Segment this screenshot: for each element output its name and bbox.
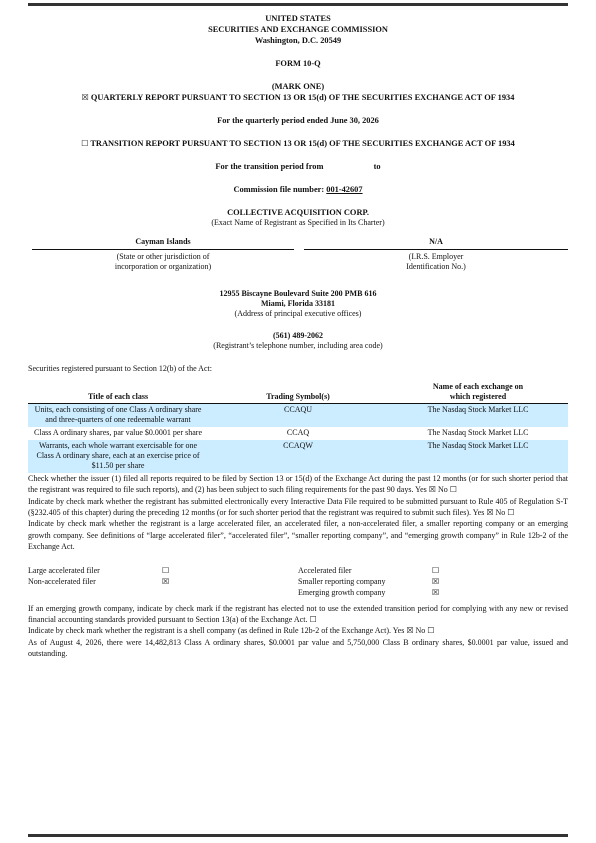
form-title: FORM 10-Q [275,59,321,69]
row-symbol: CCAQW [208,440,388,473]
non-accelerated-checkbox-icon[interactable]: ☒ [162,576,170,586]
header-country: UNITED STATES [265,14,331,23]
irs-employer-id: N/A [304,237,568,250]
header-trading-symbol: Trading Symbol(s) [208,382,388,404]
row-symbol: CCAQ [286,427,310,437]
irs-caption-line1: (I.R.S. Employer [408,251,464,261]
state-of-incorporation: Cayman Islands [32,237,294,250]
jurisdiction-block [28,237,568,281]
quarterly-report-line [28,92,568,103]
transition-report-line [28,138,568,149]
address-caption: (Address of principal executive offices) [234,309,362,318]
irs-column [304,237,568,273]
interactive-data-paragraph: Indicate by check mark whether the registrant has submitted electronically every Interactive Data File required to be submitted pursuant to Rule 405 of Regulation S-T (§232.405 of this chapter) during the preceding 12 months (or for such shorter period that the registrant was required to submit such files). Yes ☒ No ☐ [28,496,568,518]
table-row [28,403,568,427]
state-caption-line2: incorporation or organization) [114,262,212,271]
quarterly-report-text: QUARTERLY REPORT PURSUANT TO SECTION 13 OR 15(d) OF THE SECURITIES EXCHANGE ACT OF 1934 [90,93,515,103]
row-title: Warrants, each whole warrant exercisable for one Class A ordinary share, each at an exercise price of $11.50 per share [28,440,208,473]
registrant-name: COLLECTIVE ACQUISITION CORP. [227,208,369,218]
accelerated-label: Accelerated filer [298,565,352,575]
row-exchange: The Nasdaq Stock Market LLC [388,440,568,473]
row-exchange: The Nasdaq Stock Market LLC [427,427,529,437]
phone-number: (561) 489-2062 [273,331,323,341]
form-cover-page [28,14,568,660]
header-exchange-line1: Name of each exchange on [432,381,524,391]
irs-caption-line2: Identification No.) [406,262,466,271]
phone-caption: (Registrant’s telephone number, including area code) [213,341,383,351]
smaller-reporting-label: Smaller reporting company [298,576,386,586]
non-accelerated-label: Non-accelerated filer [28,576,96,586]
address-line2: Miami, Florida 33181 [261,298,335,308]
emerging-growth-label: Emerging growth company [298,587,386,597]
transition-report-text: TRANSITION REPORT PURSUANT TO SECTION 13 OR 15(d) OF THE SECURITIES EXCHANGE ACT OF 1934 [90,139,515,149]
commission-file-label: Commission file number: [233,185,325,195]
state-column [32,237,294,273]
transition-to-label: to [373,162,381,172]
top-rule [28,3,568,6]
mark-one: (MARK ONE) [271,82,325,92]
filing-compliance-paragraph: Check whether the issuer (1) filed all reports required to be filed by Section 13 or 15(d) of the Exchange Act during the past 12 months (or for such shorter period that the registrant was required to file such reports), and (2) has been subject to such filing requirements for the past 90 days. Yes ☒ No ☐ [28,473,568,495]
large-accelerated-label: Large accelerated filer [28,565,100,575]
commission-file-line [28,184,568,195]
transition-from-label: For the transition period from [215,162,324,172]
row-title: Class A ordinary shares, par value $0.0001 per share [34,427,202,437]
row-symbol: CCAQU [208,403,388,427]
securities-intro: Securities registered pursuant to Section 12(b) of the Act: [28,363,212,373]
address-line1: 12955 Biscayne Boulevard Suite 200 PMB 616 [219,288,377,298]
agency-header [28,14,568,46]
shell-company-paragraph: Indicate by check mark whether the registrant is a shell company (as defined in Rule 12b-2 of the Exchange Act). Yes ☒ No ☐ [28,626,435,636]
row-exchange: The Nasdaq Stock Market LLC [388,403,568,427]
filer-status-grid [28,565,568,603]
header-title-of-class: Title of each class [28,382,208,404]
emerging-growth-checkbox-icon[interactable]: ☒ [432,587,440,597]
commission-file-number: 001-42607 [326,185,363,195]
smaller-reporting-checkbox-icon[interactable]: ☒ [432,576,440,586]
large-accelerated-checkbox-icon[interactable]: ☐ [162,565,170,575]
option-emerging-growth [298,587,568,599]
quarterly-checkbox-icon[interactable]: ☒ [81,93,89,103]
state-caption-line1: (State or other jurisdiction of [116,251,210,261]
header-city: Washington, D.C. 20549 [254,35,342,45]
registrant-name-caption: (Exact Name of Registrant as Specified in Its Charter) [211,218,385,228]
bottom-rule [28,834,568,837]
transition-checkbox-icon[interactable]: ☐ [81,139,89,149]
accelerated-checkbox-icon[interactable]: ☐ [432,565,440,575]
filer-status-paragraph: Indicate by check mark whether the registrant is a large accelerated filer, an accelerated filer, a non-accelerated filer, a smaller reporting company or an emerging growth company. See definitions of “large accelerated filer”, “accelerated filer”, “smaller reporting company”, and “emerging growth company” in Rule 12b-2 of the Exchange Act. [28,519,568,552]
emerging-growth-paragraph: If an emerging growth company, indicate by check mark if the registrant has elected not to use the extended transition period for complying with any new or revised financial accounting standards provided pursuant to Section 13(a) of the Exchange Act. ☐ [28,603,568,625]
row-title: Units, each consisting of one Class A ordinary share and three-quarters of one redeemable warrant [28,403,208,427]
transition-period-line [28,161,568,172]
header-exchange-line2: which registered [449,391,507,401]
table-row [28,427,568,440]
option-non-accelerated [28,576,298,588]
header-exchange [388,382,568,404]
header-agency: SECURITIES AND EXCHANGE COMMISSION [208,24,388,34]
securities-table [28,382,568,473]
table-row [28,440,568,473]
securities-table-header [28,382,568,404]
quarterly-period: For the quarterly period ended June 30, 2026 [217,116,379,126]
shares-outstanding-paragraph: As of August 4, 2026, there were 14,482,813 Class A ordinary shares, $0.0001 par value and 5,750,000 Class B ordinary shares, $0.0001 par value, issued and outstanding. [28,637,568,659]
